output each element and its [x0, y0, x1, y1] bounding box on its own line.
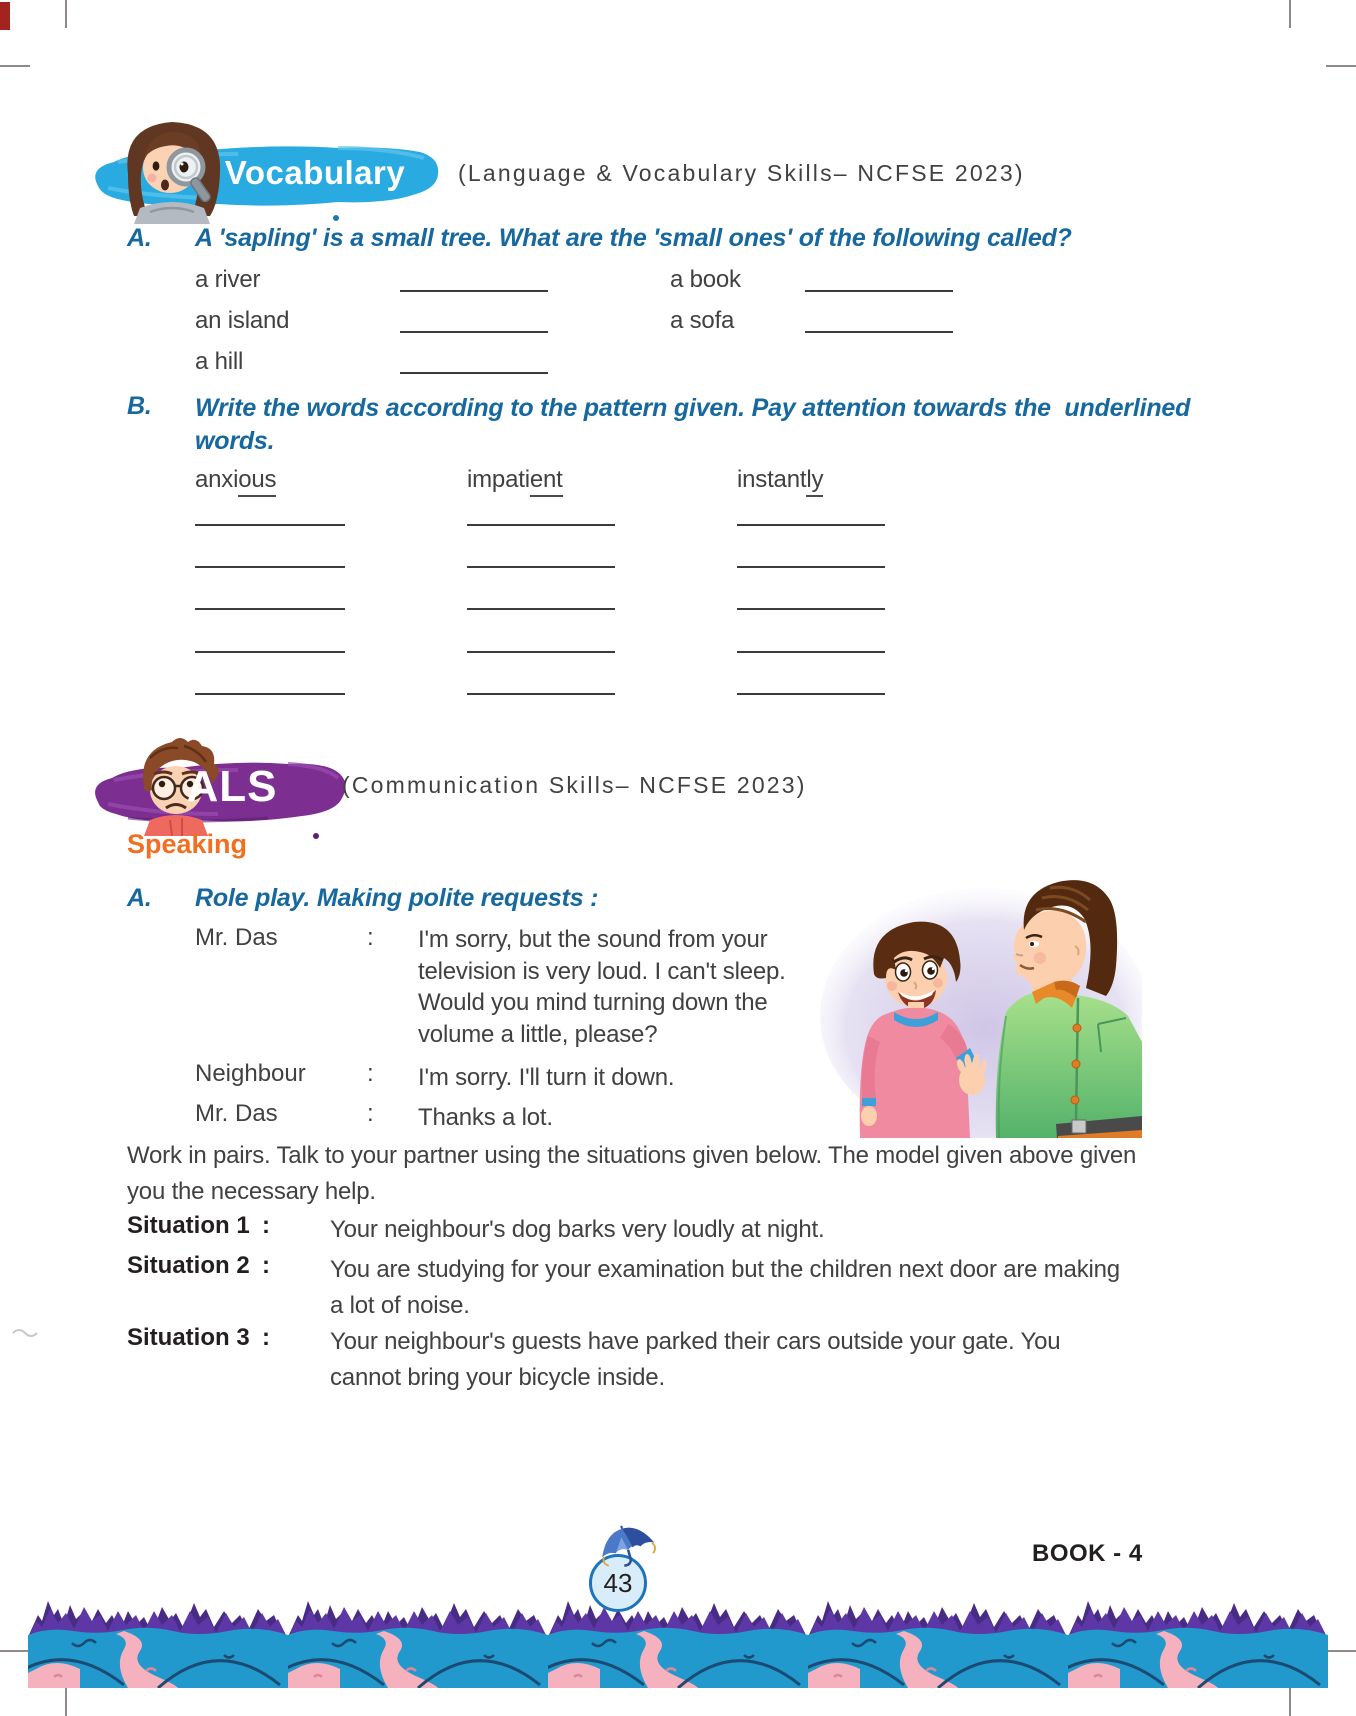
item-a-book: a book	[670, 266, 741, 293]
answer-blank-river[interactable]	[400, 290, 548, 292]
crop-mark-top-left-h	[0, 65, 30, 67]
pattern-blank[interactable]	[737, 608, 885, 610]
pattern-blank[interactable]	[195, 608, 345, 610]
dialogue-colon: :	[367, 924, 374, 951]
situation-3-text: Your neighbour's guests have parked their cars outside your gate. You cannot bring your bicycle inside.	[330, 1328, 1061, 1391]
word-stem: instant	[737, 466, 807, 493]
word-stem: impati	[467, 466, 530, 493]
pattern-blank[interactable]	[467, 693, 615, 695]
situation-2-label: Situation 2	[127, 1252, 250, 1279]
vocabulary-skills-note: (Language & Vocabulary Skills– NCFSE 2023)	[458, 160, 1025, 186]
roleplay-instruction: Role play. Making polite requests :	[195, 884, 599, 912]
vocabulary-badge-label: Vocabulary	[224, 154, 406, 191]
pattern-blank[interactable]	[467, 608, 615, 610]
answer-blank-book[interactable]	[805, 290, 953, 292]
situation-1-text: Your neighbour's dog barks very loudly at night.	[330, 1216, 825, 1243]
situation-3-label: Situation 3	[127, 1324, 250, 1351]
pattern-word-impatient	[467, 462, 563, 498]
als-skills-note: (Communication Skills– NCFSE 2023)	[342, 772, 807, 798]
exercise-b-instruction: Write the words according to the pattern given. Pay attention towards the underlined words.	[195, 394, 1197, 455]
pattern-blank[interactable]	[195, 651, 345, 653]
als-badge-label: ALS	[186, 762, 278, 811]
exercise-a-instruction: A 'sapling' is a small tree. What are the 'small ones' of the following called?	[195, 224, 1072, 252]
pattern-word-instantly	[737, 462, 823, 498]
pattern-blank[interactable]	[467, 524, 615, 526]
pattern-blank[interactable]	[737, 651, 885, 653]
item-a-sofa: a sofa	[670, 307, 735, 334]
crop-mark-top-right-v	[1289, 0, 1291, 28]
book-label: BOOK - 4	[1032, 1540, 1143, 1567]
pattern-blank[interactable]	[467, 566, 615, 568]
print-color-swatch	[0, 2, 10, 30]
exercise-b-number: B.	[127, 392, 152, 420]
pattern-blank[interactable]	[737, 524, 885, 526]
word-stem: anxi	[195, 466, 239, 493]
item-an-island: an island	[195, 307, 290, 334]
answer-blank-island[interactable]	[400, 331, 548, 333]
dialogue-colon: :	[367, 1060, 374, 1087]
item-a-hill: a hill	[195, 348, 244, 375]
crop-mark-bottom-left-v	[65, 1688, 67, 1716]
footer-forest-waves-art	[28, 1585, 1328, 1688]
pattern-blank[interactable]	[195, 693, 345, 695]
word-suffix-underlined: ent	[530, 466, 563, 497]
speaking-heading: Speaking	[127, 829, 248, 859]
dialogue-line: I'm sorry. I'll turn it down.	[418, 1064, 675, 1091]
pattern-blank[interactable]	[737, 693, 885, 695]
margin-squiggle-mark	[12, 1326, 38, 1338]
word-suffix-underlined: ous	[238, 466, 276, 497]
page-number-badge: 43	[589, 1554, 647, 1612]
neighbours-talking-illustration	[810, 866, 1142, 1138]
situation-1-colon: :	[262, 1212, 270, 1239]
word-suffix-underlined: ly	[806, 466, 823, 497]
crop-mark-top-right-h	[1326, 65, 1356, 67]
dialogue-speaker: Mr. Das	[195, 1100, 278, 1127]
pattern-word-anxious	[195, 462, 276, 498]
dialogue-line: I'm sorry, but the sound from your television is very loud. I can't sleep. Would you mind turning down the volume a little, please?	[418, 926, 786, 1048]
umbrella-icon	[592, 1524, 662, 1570]
pattern-blank[interactable]	[195, 566, 345, 568]
answer-blank-hill[interactable]	[400, 372, 548, 374]
situation-3-colon: :	[262, 1324, 270, 1351]
dialogue-speaker: Mr. Das	[195, 924, 278, 951]
crop-mark-top-left-v	[65, 0, 67, 28]
item-a-river: a river	[195, 266, 261, 293]
crop-mark-bottom-right-h	[1328, 1650, 1356, 1652]
dialogue-line: Thanks a lot.	[418, 1104, 553, 1131]
answer-blank-sofa[interactable]	[805, 331, 953, 333]
situation-2-text: You are studying for your examination but the children next door are making a lot of noise.	[330, 1256, 1120, 1319]
situation-1-label: Situation 1	[127, 1212, 250, 1239]
crop-mark-bottom-left-h	[0, 1650, 28, 1652]
situation-2-colon: :	[262, 1252, 270, 1279]
pattern-blank[interactable]	[195, 524, 345, 526]
exercise-a-number: A.	[127, 224, 152, 252]
pattern-blank[interactable]	[737, 566, 885, 568]
roleplay-number: A.	[127, 884, 152, 912]
pair-work-note: Work in pairs. Talk to your partner using the situations given below. The model given above given you the necessary help.	[127, 1142, 1137, 1205]
dialogue-speaker: Neighbour	[195, 1060, 306, 1087]
crop-mark-bottom-right-v	[1289, 1688, 1291, 1716]
pattern-blank[interactable]	[467, 651, 615, 653]
dialogue-colon: :	[367, 1100, 374, 1127]
